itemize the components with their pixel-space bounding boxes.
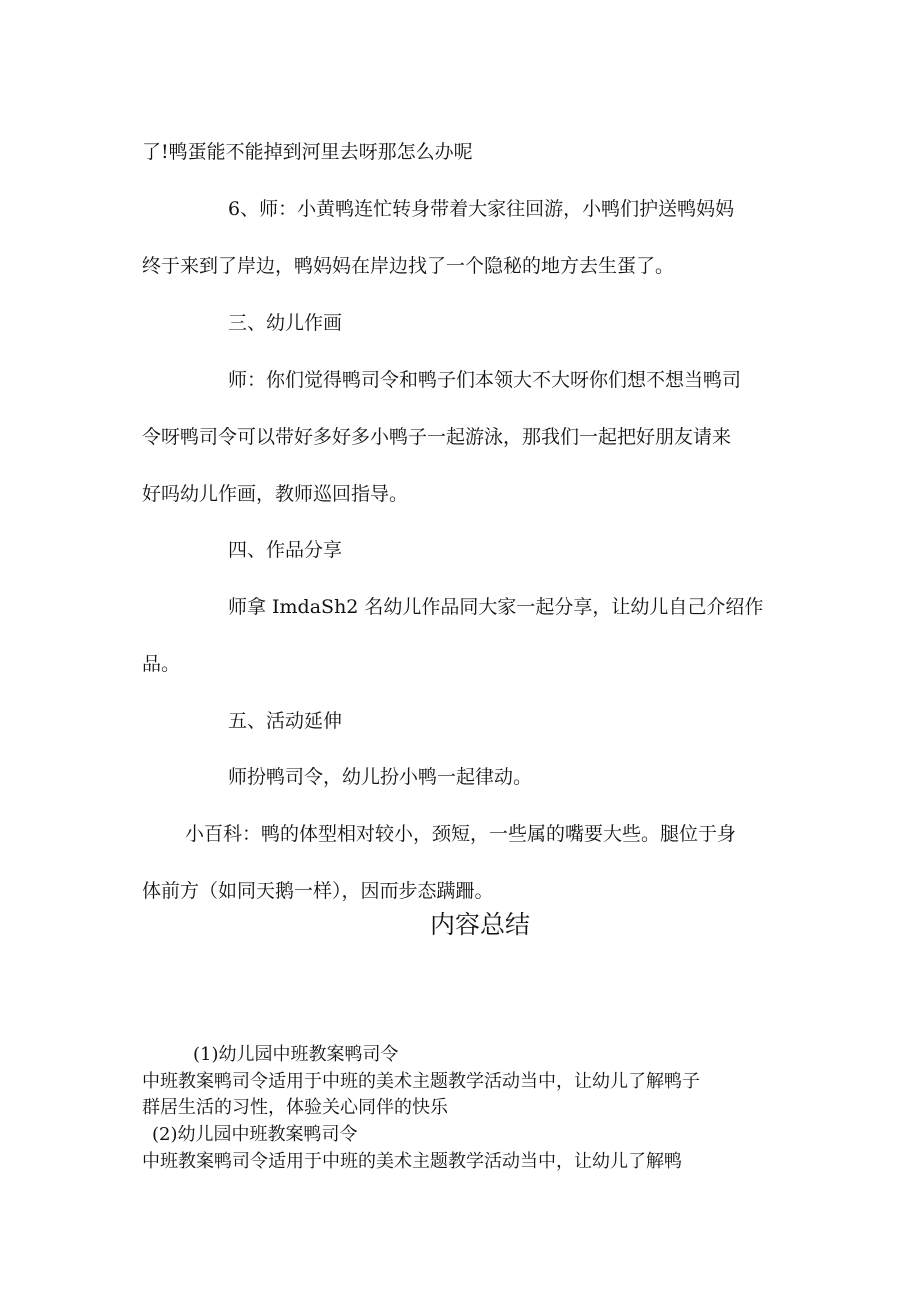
summary-text-line: 中班教案鸭司令适用于中班的美术主题教学活动当中，让幼儿了解鸭子 bbox=[142, 1071, 700, 1092]
summary-title: 内容总结 bbox=[430, 910, 531, 939]
summary-text-line: 中班教案鸭司令适用于中班的美术主题教学活动当中，让幼儿了解鸭 bbox=[142, 1151, 682, 1172]
summary-item-heading: (1)幼儿园中班教案鸭司令 bbox=[193, 1044, 399, 1065]
summary-text-line: 群居生活的习性，体验关心同伴的快乐 bbox=[142, 1097, 448, 1118]
summary-item-heading: (2)幼儿园中班教案鸭司令 bbox=[152, 1124, 358, 1145]
body-text-line: 小百科：鸭的体型相对较小，颈短，一些属的嘴要大些。腿位于身 bbox=[185, 823, 737, 845]
body-text-line: 师扮鸭司令，幼儿扮小鸭一起律动。 bbox=[228, 766, 533, 788]
body-text-line: 了!鸭蛋能不能掉到河里去呀那怎么办呢 bbox=[142, 141, 473, 163]
body-text-line: 好吗幼儿作画，教师巡回指导。 bbox=[142, 483, 409, 505]
section-heading: 三、幼儿作画 bbox=[228, 312, 343, 334]
body-text-line: 令呀鸭司令可以带好多好多小鸭子一起游泳，那我们一起把好朋友请来 bbox=[142, 426, 732, 448]
body-text-line: 品。 bbox=[142, 653, 181, 675]
body-text-line: 6、师：小黄鸭连忙转身带着大家往回游，小鸭们护送鸭妈妈 bbox=[228, 198, 735, 220]
body-text-line: 师拿 ImdaSh2 名幼儿作品同大家一起分享，让幼儿自己介绍作 bbox=[228, 596, 764, 618]
section-heading: 五、活动延伸 bbox=[228, 710, 343, 732]
body-text-line: 师：你们觉得鸭司令和鸭子们本领大不大呀你们想不想当鸭司 bbox=[228, 369, 742, 391]
body-text-line: 终于来到了岸边，鸭妈妈在岸边找了一个隐秘的地方去生蛋了。 bbox=[142, 255, 675, 277]
body-text-line: 体前方（如同天鹅一样），因而步态蹒跚。 bbox=[142, 880, 494, 902]
section-heading: 四、作品分享 bbox=[228, 539, 343, 561]
